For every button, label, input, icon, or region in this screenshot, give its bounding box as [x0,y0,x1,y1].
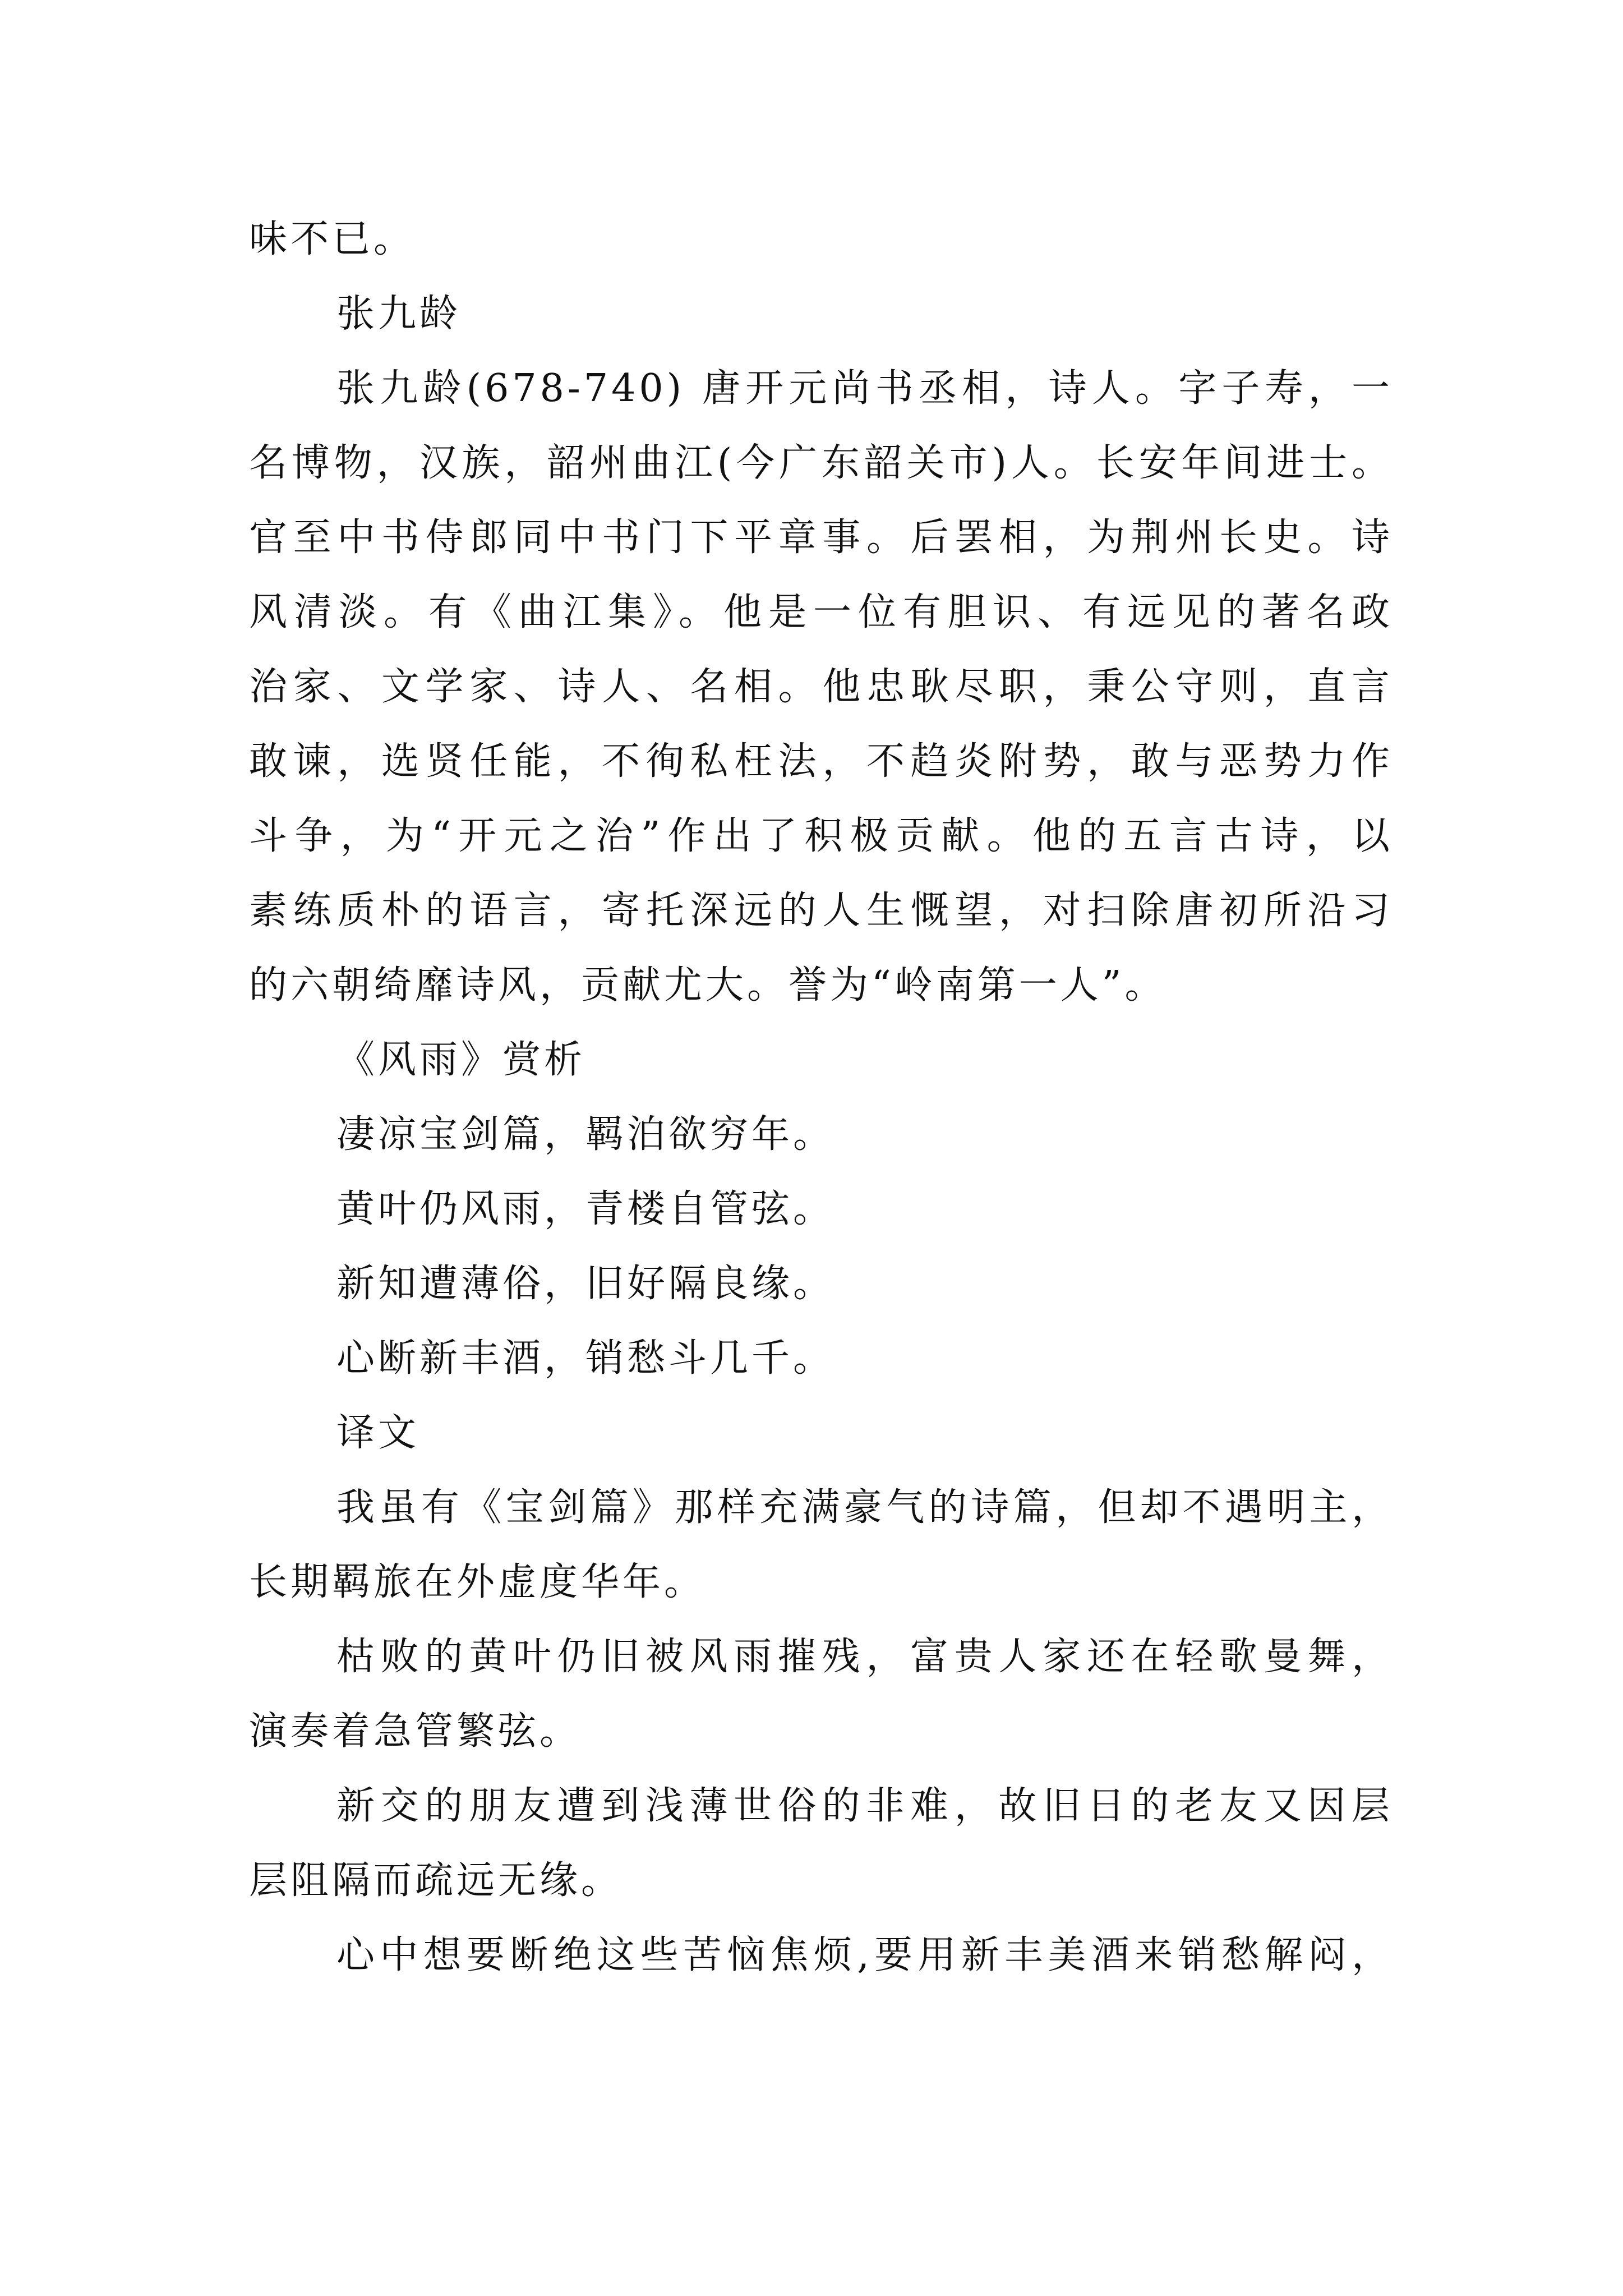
text-line: 的六朝绮靡诗风，贡献尤大。誉为“岭南第一人”。 [249,963,1166,1007]
text-line: 敢谏，选贤任能，不徇私枉法，不趋炎附势，敢与恶势力作 [249,739,1393,784]
poem-line: 新知遭薄俗，旧好隔良缘。 [336,1262,835,1306]
poem-line: 黄叶仍风雨，青楼自管弦。 [336,1187,835,1231]
section-heading: 《风雨》赏析 [336,1038,586,1082]
text-line: 官至中书侍郎同中书门下平章事。后罢相，为荆州长史。诗 [249,516,1393,560]
text-line: 素练质朴的语言，寄托深远的人生慨望，对扫除唐初所沿习 [249,889,1393,933]
text-line: 演奏着急管繁弦。 [249,1709,582,1754]
text-line: 长期羁旅在外虚度华年。 [249,1560,706,1604]
author-heading: 张九龄 [336,292,462,336]
text-line: 味不已。 [249,217,416,261]
text-line: 风清淡。有《曲江集》。他是一位有胆识、有远见的著名政 [249,590,1393,634]
text-line: 名博物，汉族，韶州曲江(今广东韶关市)人。长安年间进士。 [249,441,1393,485]
text-line: 心中想要断绝这些苦恼焦烦,要用新丰美酒来销愁解闷， [336,1933,1393,1977]
poem-line: 心断新丰酒，销愁斗几千。 [336,1336,835,1381]
text-line: 治家、文学家、诗人、名相。他忠耿尽职，秉公守则，直言 [249,665,1393,709]
text-line: 张九龄(678-740) 唐开元尚书丞相，诗人。字子寿，一 [336,366,1393,411]
text-line: 斗争，为“开元之治”作出了积极贡献。他的五言古诗，以 [249,814,1393,858]
poem-line: 凄凉宝剑篇，羁泊欲穷年。 [336,1112,835,1157]
text-line: 我虽有《宝剑篇》那样充满豪气的诗篇，但却不遇明主， [336,1485,1393,1530]
text-line: 枯败的黄叶仍旧被风雨摧残，富贵人家还在轻歌曼舞， [336,1635,1393,1679]
text-line: 新交的朋友遭到浅薄世俗的非难，故旧日的老友又因层 [336,1784,1393,1828]
document-body [249,202,1393,1993]
text-line: 层阻隔而疏远无缘。 [249,1858,623,1903]
section-heading: 译文 [336,1411,420,1455]
